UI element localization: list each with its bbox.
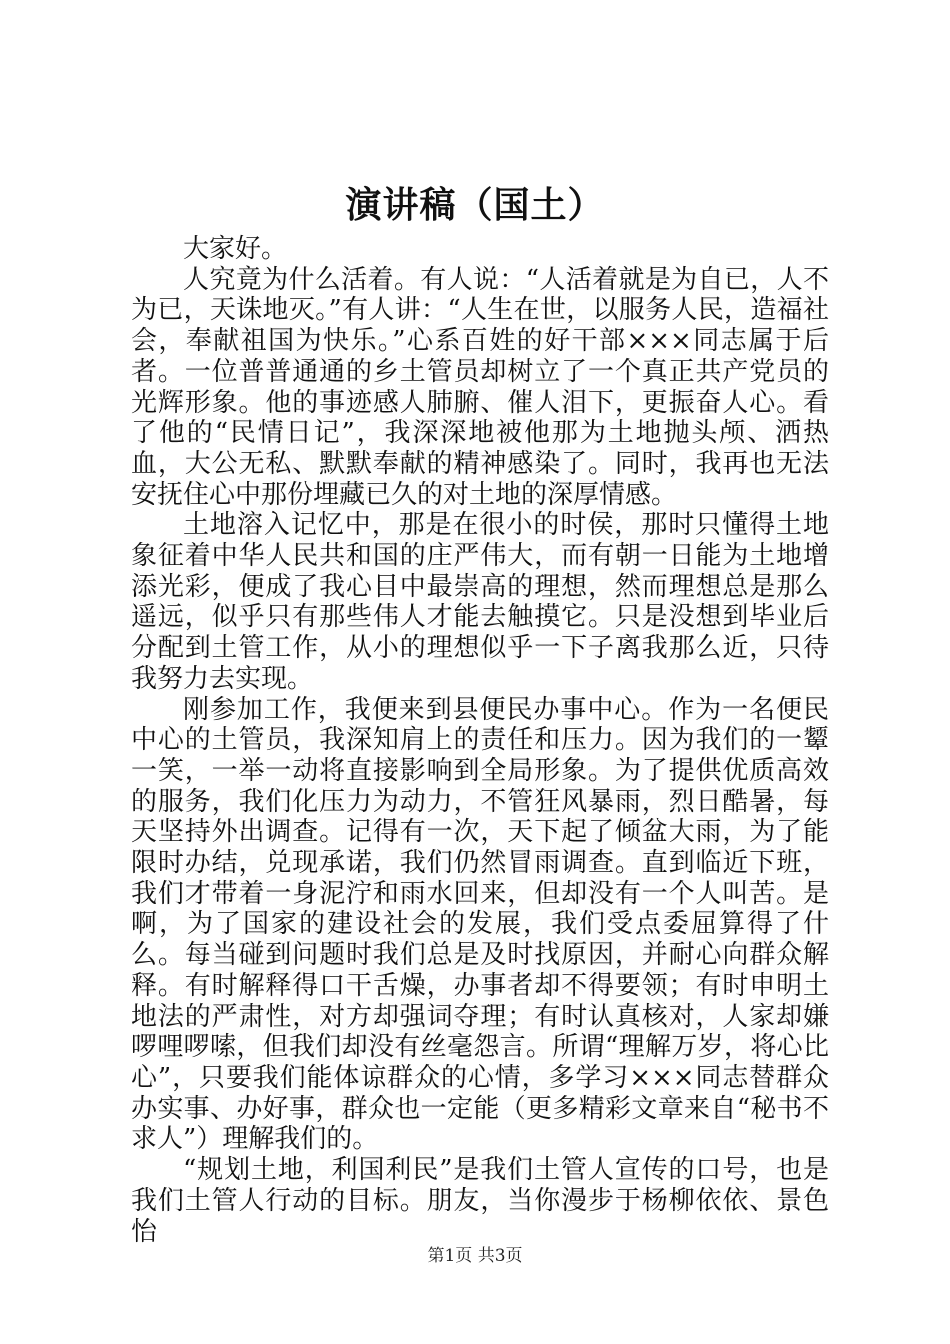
- paragraph-3: 刚参加工作，我便来到县便民办事中心。作为一名便民中心的土管员，我深知肩上的责任和压力。因为我们的一颦一笑，一举一动将直接影响到全局形象。为了提供优质高效的服务，我们化压力为动力，不管狂风暴雨，烈日酷暑，每天坚持外出调查。记得有一次，天下起了倾盆大雨，为了能限时办结，兑现承诺，我们仍然冒雨调查。直到临近下班，我们才带着一身泥泞和雨水回来，但却没有一个人叫苦。是啊，为了国家的建设社会的发展，我们受点委屈算得了什么。每当碰到问题时我们总是及时找原因，并耐心向群众解释。有时解释得口干舌燥，办事者却不得要领；有时申明土地法的严肃性，对方却强词夺理；有时认真核对，人家却嫌啰哩啰嗦，但我们却没有丝毫怨言。所谓“理解万岁，将心比心”，只要我们能体谅群众的心情，多学习×××同志替群众办实事、办好事，群众也一定能（更多精彩文章来自“秘书不求人”）理解我们的。: [131, 694, 829, 1155]
- page-footer: 第1页 共3页: [427, 1246, 523, 1266]
- document-body: [131, 234, 829, 1247]
- paragraph-greeting: 大家好。: [183, 234, 288, 264]
- paragraph-2: 土地溶入记忆中，那是在很小的时侯，那时只懂得土地象征着中华人民共和国的庄严伟大，而有朝一日能为土地增添光彩，便成了我心目中最崇高的理想，然而理想总是那么遥远，似乎只有那些伟人才能去触摸它。只是没想到毕业后分配到土管工作，从小的理想似乎一下子离我那么近，只待我努力去实现。: [131, 510, 829, 694]
- paragraph-4: “规划土地，利国利民”是我们土管人宣传的口号，也是我们土管人行动的目标。朋友，当你漫步于杨柳依依、景色怡: [131, 1155, 829, 1247]
- page-title: 演讲稿（国土）: [345, 184, 605, 226]
- paragraph-1: 人究竟为什么活着。有人说：“人活着就是为自已，人不为已，天诛地灭。”有人讲：“人生在世，以服务人民，造福社会，奉献祖国为快乐。”心系百姓的好干部×××同志属于后者。一位普普通通的乡土管员却树立了一个真正共产党员的光辉形象。他的事迹感人肺腑、催人泪下，更振奋人心。看了他的“民情日记”，我深深地被他那为土地抛头颅、洒热血，大公无私、默默奉献的精神感染了。同时，我再也无法安抚住心中那份埋藏已久的对土地的深厚情感。: [131, 264, 829, 510]
